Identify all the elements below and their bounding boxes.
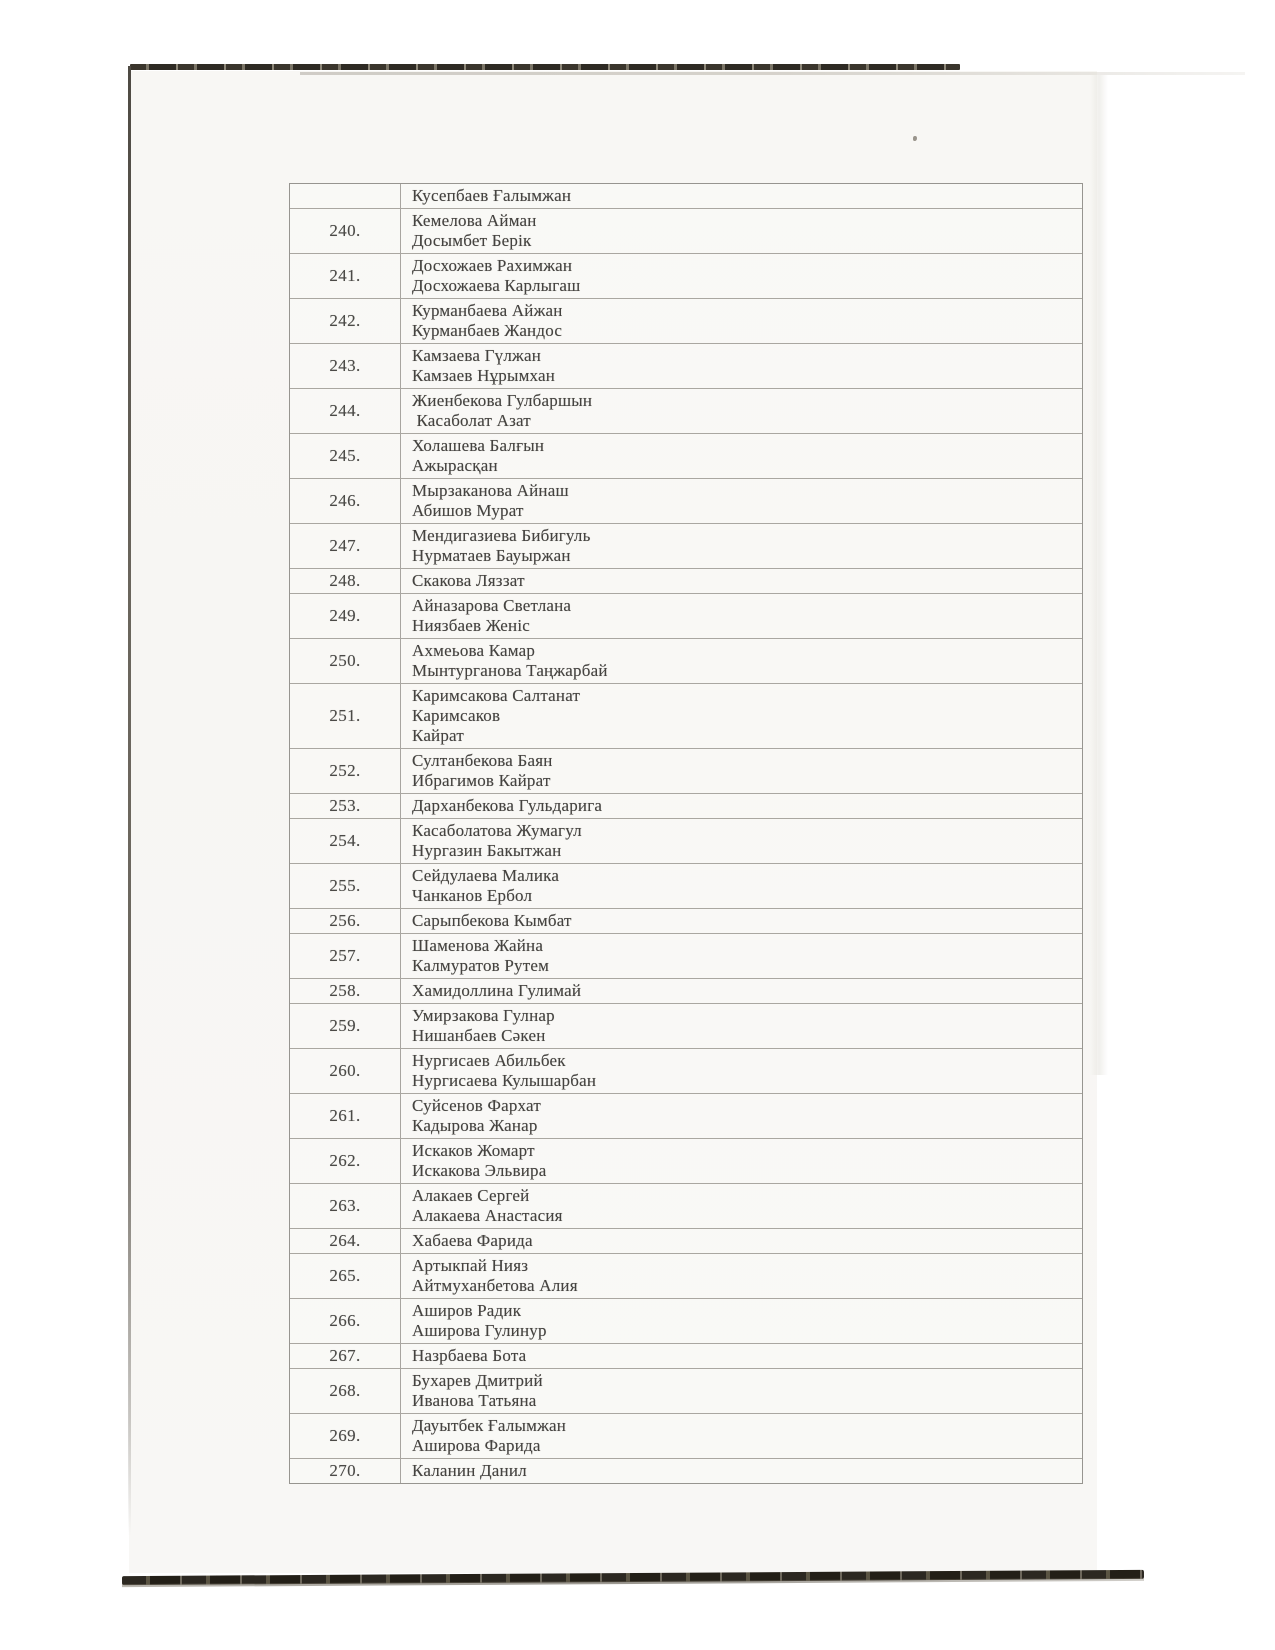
person-name: Дарханбекова Гульдарига: [412, 796, 603, 815]
person-name: Камзаев Нұрымхан: [412, 366, 556, 385]
table-row: [290, 1184, 1082, 1229]
row-names: [401, 1184, 1082, 1228]
row-names: [401, 1344, 1082, 1368]
row-number: 247.: [290, 524, 401, 568]
row-number: 257.: [290, 934, 401, 978]
person-name: Нурматаев Бауыржан: [412, 546, 571, 565]
row-number: 256.: [290, 909, 401, 933]
table-row: [290, 344, 1082, 389]
person-name: Кусепбаев Ғалымжан: [412, 186, 572, 205]
row-number: 249.: [290, 594, 401, 638]
row-names: [401, 524, 1082, 568]
person-name: Чанканов Ербол: [412, 886, 533, 905]
row-number: 270.: [290, 1459, 401, 1483]
person-name: Умирзакова Гулнар: [412, 1006, 555, 1025]
person-name: Бухарев Дмитрий: [412, 1371, 543, 1390]
table-row: [290, 569, 1082, 594]
person-name: Кемелова Айман: [412, 211, 537, 230]
row-names: [401, 864, 1082, 908]
person-name: Аширова Гулинур: [412, 1321, 547, 1340]
row-number: 264.: [290, 1229, 401, 1253]
row-names: [401, 749, 1082, 793]
row-number: 254.: [290, 819, 401, 863]
row-names: [401, 479, 1082, 523]
roster-table: [289, 183, 1083, 1484]
person-name: Абишов Мурат: [412, 501, 524, 520]
person-name: Каланин Данил: [412, 1461, 527, 1480]
row-number: 242.: [290, 299, 401, 343]
person-name: Касаболатова Жумагул: [412, 821, 582, 840]
row-names: [401, 934, 1082, 978]
person-name: Иванова Татьяна: [412, 1391, 537, 1410]
person-name: Аширов Радик: [412, 1301, 522, 1320]
table-row: [290, 1229, 1082, 1254]
person-name: Каримсакова Салтанат: [412, 686, 581, 705]
row-names: [401, 1369, 1082, 1413]
person-name: Курманбаева Айжан: [412, 301, 563, 320]
table-row: [290, 864, 1082, 909]
person-name: Айназарова Светлана: [412, 596, 572, 615]
person-name: Шаменова Жайна: [412, 936, 544, 955]
row-number: 251.: [290, 684, 401, 748]
table-row: [290, 434, 1082, 479]
row-names: [401, 1094, 1082, 1138]
row-names: [401, 1254, 1082, 1298]
person-name: Дауытбек Ғалымжан: [412, 1416, 567, 1435]
person-name: Хамидоллина Гулимай: [412, 981, 582, 1000]
table-row: [290, 1049, 1082, 1094]
person-name: Хабаева Фарида: [412, 1231, 533, 1250]
person-name: Ахмеьова Камар: [412, 641, 536, 660]
row-number: 265.: [290, 1254, 401, 1298]
row-names: [401, 1229, 1082, 1253]
row-number: 240.: [290, 209, 401, 253]
row-number: 246.: [290, 479, 401, 523]
person-name: Сарыпбекова Кымбат: [412, 911, 572, 930]
table-row: [290, 909, 1082, 934]
table-row: [290, 1139, 1082, 1184]
table-row: [290, 1459, 1082, 1483]
row-names: [401, 594, 1082, 638]
paper-right-edge-shading: [1090, 75, 1108, 1075]
table-row: [290, 209, 1082, 254]
table-row: [290, 1004, 1082, 1049]
table-row: [290, 639, 1082, 684]
person-name: Кадырова Жанар: [412, 1116, 538, 1135]
table-row: [290, 979, 1082, 1004]
row-number: 243.: [290, 344, 401, 388]
person-name: Нургисаев Абильбек: [412, 1051, 566, 1070]
row-number: 263.: [290, 1184, 401, 1228]
person-name: Касаболат Азат: [412, 411, 531, 430]
row-number: 266.: [290, 1299, 401, 1343]
person-name: Каримсаков: [412, 706, 501, 725]
person-name: Сейдулаева Малика: [412, 866, 560, 885]
scan-edge-artifact-top: [130, 64, 960, 70]
table-row: [290, 1369, 1082, 1414]
row-number: 252.: [290, 749, 401, 793]
person-name: Досымбет Берік: [412, 231, 532, 250]
table-row: [290, 1254, 1082, 1299]
person-name: Мырзаканова Айнаш: [412, 481, 569, 500]
person-name: Искакова Эльвира: [412, 1161, 547, 1180]
person-name: Алакаева Анастасия: [412, 1206, 563, 1225]
person-name: Скакова Ляззат: [412, 571, 525, 590]
person-name: Искаков Жомарт: [412, 1141, 535, 1160]
person-name: Ибрагимов Кайрат: [412, 771, 551, 790]
scan-edge-artifact-left: [128, 66, 131, 1536]
person-name: Алакаев Сергей: [412, 1186, 530, 1205]
row-number: 250.: [290, 639, 401, 683]
row-number: 267.: [290, 1344, 401, 1368]
person-name: Аширова Фарида: [412, 1436, 541, 1455]
row-number: 259.: [290, 1004, 401, 1048]
row-number: 245.: [290, 434, 401, 478]
row-names: [401, 639, 1082, 683]
person-name: Ажырасқан: [412, 456, 498, 475]
table-row: [290, 934, 1082, 979]
table-row: [290, 524, 1082, 569]
row-number: 268.: [290, 1369, 401, 1413]
table-row: [290, 299, 1082, 344]
row-names: [401, 344, 1082, 388]
row-names: [401, 819, 1082, 863]
table-row: [290, 594, 1082, 639]
person-name: Калмуратов Рутем: [412, 956, 550, 975]
row-names: [401, 569, 1082, 593]
row-number: 258.: [290, 979, 401, 1003]
person-name: Курманбаев Жандос: [412, 321, 563, 340]
row-names: [401, 1049, 1082, 1093]
row-number: 269.: [290, 1414, 401, 1458]
row-names: [401, 389, 1082, 433]
table-row: [290, 1094, 1082, 1139]
table-row: [290, 749, 1082, 794]
person-name: Назрбаева Бота: [412, 1346, 527, 1365]
person-name: Мендигазиева Бибигуль: [412, 526, 591, 545]
person-name: Нургазин Бакытжан: [412, 841, 562, 860]
table-row: [290, 389, 1082, 434]
row-names: [401, 209, 1082, 253]
table-row: [290, 794, 1082, 819]
row-names: [401, 794, 1082, 818]
row-number: 255.: [290, 864, 401, 908]
person-name: Камзаева Гүлжан: [412, 346, 542, 365]
row-names: [401, 1414, 1082, 1458]
table-row: [290, 1299, 1082, 1344]
person-name: Досхожаева Карлыгаш: [412, 276, 581, 295]
row-names: [401, 909, 1082, 933]
person-name: Нишанбаев Сәкен: [412, 1026, 546, 1045]
row-number: 241.: [290, 254, 401, 298]
row-number: 260.: [290, 1049, 401, 1093]
person-name: Айтмуханбетова Алия: [412, 1276, 578, 1295]
person-name: Мынтурганова Таңжарбай: [412, 661, 608, 680]
person-name: Холашева Балғын: [412, 436, 545, 455]
table-row: [290, 1414, 1082, 1459]
row-number: 261.: [290, 1094, 401, 1138]
row-names: [401, 254, 1082, 298]
row-number: 244.: [290, 389, 401, 433]
row-names: [401, 1004, 1082, 1048]
row-names: [401, 1299, 1082, 1343]
person-name: Суйсенов Фархат: [412, 1096, 541, 1115]
table-row: [290, 684, 1082, 749]
scan-edge-artifact-top-faint: [300, 72, 1245, 75]
row-number: 262.: [290, 1139, 401, 1183]
row-number: 248.: [290, 569, 401, 593]
row-number: 253.: [290, 794, 401, 818]
table-row: [290, 819, 1082, 864]
table-row: [290, 479, 1082, 524]
person-name: Кайрат: [412, 726, 464, 745]
row-number: [290, 184, 401, 208]
row-names: [401, 684, 1082, 748]
table-row: [290, 254, 1082, 299]
row-names: [401, 434, 1082, 478]
table-row: [290, 1344, 1082, 1369]
person-name: Нургисаева Кулышарбан: [412, 1071, 597, 1090]
person-name: Жиенбекова Гулбаршын: [412, 391, 593, 410]
person-name: Артыкпай Нияз: [412, 1256, 529, 1275]
table-row: [290, 184, 1082, 209]
person-name: Досхожаев Рахимжан: [412, 256, 573, 275]
row-names: [401, 1459, 1082, 1483]
person-name: Ниязбаев Женіс: [412, 616, 531, 635]
person-name: Султанбекова Баян: [412, 751, 553, 770]
row-names: [401, 299, 1082, 343]
row-names: [401, 184, 1082, 208]
row-names: [401, 1139, 1082, 1183]
row-names: [401, 979, 1082, 1003]
